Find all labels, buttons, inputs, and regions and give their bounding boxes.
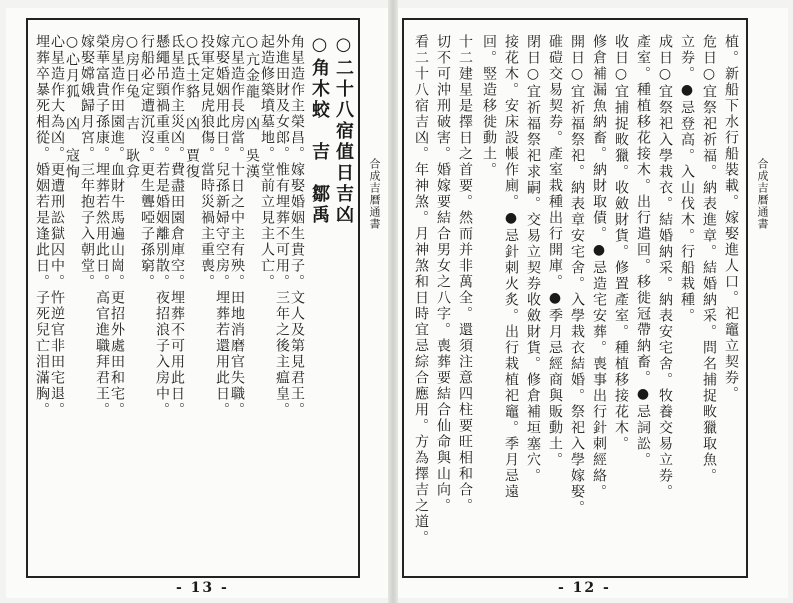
left-col-5: 起造修築墳墓地。堂前立見主人亡。 <box>259 34 275 290</box>
book-gutter <box>388 0 398 603</box>
left-col-18: ○心月狐 凶 寇恂 <box>64 34 80 180</box>
right-col-2: 危日○宜祭祀祈福。納表進章。結婚納采。問名捕捉畋獵取魚。 <box>701 34 717 484</box>
left-col-19: 心星造作大為凶。更遭刑訟獄囚中。忤逆官非田宅退。 <box>49 34 65 418</box>
left-col-13: 行船必定遭沉沒。更生聾啞子孫窮。 <box>139 34 155 290</box>
left-col-11: 氐星造作主災凶。費盡田園倉庫空。埋葬不可用此日。 <box>169 34 185 418</box>
left-page-number: - 13 - <box>176 580 229 596</box>
left-col-4: 外進田財及女郎。惟有埋葬不可用。三年之後主瘟皇。 <box>274 34 290 418</box>
right-col-10: 閉日○宜祈福祭祀求嗣。交易立契券收斂財貨。修倉補垣塞穴。 <box>525 34 541 484</box>
right-col-6: 收日○宜捕捉畋獵。收斂財貨。修置產室。種植移接花木。 <box>613 34 629 452</box>
left-col-9: 投軍定見虎狼傷。當時災禍主重喪。 <box>199 34 215 290</box>
left-col-6: ○亢金龍 凶 吳漢 <box>244 34 260 180</box>
left-col-12: 懸繩吊頸禍重重。若是婚姻離別散。夜招浪子入房中。 <box>154 34 170 418</box>
right-running-title: 合成吉曆通書 <box>756 158 769 230</box>
right-page-number: - 12 - <box>558 580 611 596</box>
right-col-3: 立券。●忌登高。入山伐木。行船栽種。 <box>679 34 695 324</box>
right-col-9: 碓磑交易契券。產室栽種出行開庫。●季月忌經商與販動土。 <box>547 34 563 468</box>
right-col-4: 成日○宜祭祀入學栽衣。結婚納采。納表安宅舍。牧養交易立券。 <box>657 34 673 500</box>
left-col-3: 角星造作主榮昌。嫁娶婚姻生貴子。文人及第見君王。 <box>289 34 305 418</box>
left-page <box>6 8 388 598</box>
left-col-14: ○房日兔 吉 耿弇 <box>124 34 140 180</box>
left-col-7: 亢星造作長房當。十日之中主有殃。田地消磨官失職。 <box>229 34 245 418</box>
left-running-title: 合成吉曆通書 <box>368 158 381 230</box>
right-page <box>398 8 788 598</box>
left-col-15: 房星造作田園進。血財牛馬遍山崗。更招外處田和宅。 <box>109 34 125 418</box>
right-col-1: 植。新船下水行船裝載。嫁娶進人口。祀竈立契券。 <box>723 34 739 402</box>
left-col-1: ○二十八宿值日吉凶 <box>333 34 354 226</box>
left-page-frame <box>26 18 360 578</box>
right-col-11: 接花木。安床設帳作廁。●忌針刺火炙。出行栽植祀竈。季月忌遠 <box>503 34 519 500</box>
right-col-8: 開日○宜祈福祭祀。納表章安宅舍。入學栽衣結婚。祭祀入學嫁娶。 <box>569 34 585 516</box>
right-col-7: 修倉補漏魚納畜。納財取債。●忌造宅安葬。喪事出行針刺經絡。 <box>591 34 607 500</box>
left-col-16: 榮華富貴子孫康。埋葬若然用此日。高官進職拜君王。 <box>94 34 110 418</box>
right-col-14: 切不可沖刑破害。婚嫁要結合男女之八字。喪葬要結合仙命與山向。 <box>435 34 451 514</box>
left-col-17: 嫁娶嫦娥歸月宮。三年抱子入朝堂。 <box>79 34 95 290</box>
left-col-10: ○氐土貉 凶 賈復 <box>184 34 200 180</box>
right-page-frame <box>402 18 748 578</box>
right-col-5: 產室。種植移花接木。出行遣回。移徙冠帶納畜。●忌詞訟。 <box>635 34 651 468</box>
right-col-15: 看二十八宿吉凶。年神煞。月神煞和日時宜忌綜合應用。方為擇吉之道。 <box>413 34 429 546</box>
right-col-12: 回。竪造移徙動土。 <box>481 34 497 178</box>
left-col-20: 埋葬卒暴死相從。婚姻若是逢此日。子死兒亡泪滿胸。 <box>34 34 50 418</box>
right-col-13: 十二建星是擇日之首要。然而并非萬全。還須注意四柱要旺相和合。 <box>457 34 473 514</box>
left-col-2: ○角木蛟 吉 鄒禹 <box>309 34 330 226</box>
left-col-8: 嫁娶婚姻用此日。兒孫新婦守空房。埋葬若還用此日。 <box>214 34 230 418</box>
